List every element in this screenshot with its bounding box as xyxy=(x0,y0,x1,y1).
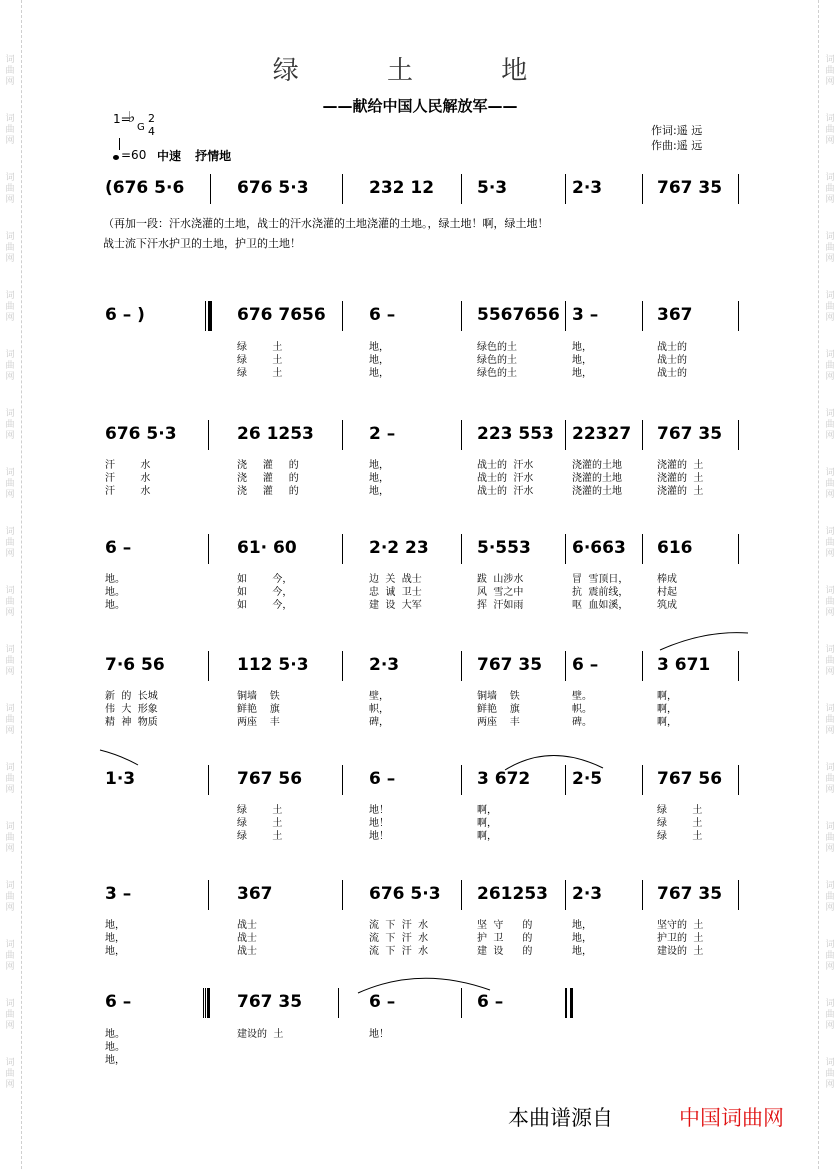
watermark-text: 词 曲 网 xyxy=(825,704,835,736)
barline xyxy=(565,420,566,450)
lyric: 战士 xyxy=(237,933,257,944)
slur xyxy=(100,750,138,765)
barline xyxy=(642,174,643,204)
repeat-barline xyxy=(205,301,206,331)
lyric: 鲜艳 旗 xyxy=(237,704,280,715)
lyric: 战士的 xyxy=(657,355,687,366)
lyric: 建 设 的 xyxy=(477,946,533,957)
lyric: 绿 土 xyxy=(237,818,283,829)
key-signature xyxy=(113,108,155,138)
barline xyxy=(565,534,566,564)
measure: 767 35 xyxy=(657,884,723,904)
lyric: 浇灌的 土 xyxy=(657,460,704,471)
lyric: 绿 土 xyxy=(237,368,283,379)
measure: 767 56 xyxy=(237,769,303,789)
tempo-value: =60 xyxy=(121,148,147,162)
lyric: 建 设 大军 xyxy=(369,600,422,611)
barline xyxy=(565,174,566,204)
measure: 6 – ) xyxy=(105,305,145,325)
lyric: 两座 丰 xyxy=(477,717,520,728)
watermark-text: 词 曲 网 xyxy=(825,173,835,205)
measure: 367 xyxy=(657,305,693,325)
score-row xyxy=(0,988,840,1012)
barline xyxy=(210,174,211,204)
tempo-mark xyxy=(113,148,146,162)
lyric: 呕 血如溪， xyxy=(572,600,629,611)
lyric: 碑。 xyxy=(572,717,592,728)
lyric: 啊， xyxy=(477,818,497,829)
measure: 767 56 xyxy=(657,769,723,789)
lyric: 啊， xyxy=(657,704,677,715)
watermark-left xyxy=(2,55,18,1117)
lyric: 地， xyxy=(572,933,592,944)
lyric: 地， xyxy=(105,933,125,944)
measure: 2·3 xyxy=(572,178,603,198)
score-row xyxy=(0,765,840,789)
lyric: 建设的 土 xyxy=(657,946,704,957)
lyric: 绿 土 xyxy=(657,831,703,842)
lyricist: 作词:遥 远 xyxy=(651,124,703,137)
lyric: 浇灌的土地 xyxy=(572,486,622,497)
barline xyxy=(642,301,643,331)
watermark-text: 词 曲 网 xyxy=(5,645,15,677)
key-label: 1= xyxy=(113,112,131,126)
slur xyxy=(660,633,748,650)
measure: 3 – xyxy=(105,884,132,904)
measure: 767 35 xyxy=(657,424,723,444)
lyric: 忠 诚 卫士 xyxy=(369,587,422,598)
lyric: 风 雪之中 xyxy=(477,587,524,598)
lyric: 啊， xyxy=(657,691,677,702)
lyric: 地。 xyxy=(105,600,125,611)
watermark-text: 词 曲 网 xyxy=(5,409,15,441)
lyric: 护 卫 的 xyxy=(477,933,533,944)
score-row xyxy=(0,301,840,325)
barline xyxy=(208,420,209,450)
measure: 232 12 xyxy=(369,178,435,198)
lyric: 浇灌的 土 xyxy=(657,473,704,484)
barline xyxy=(342,765,343,795)
lyric: 建设的 土 xyxy=(237,1029,284,1040)
lyric: 地！ xyxy=(369,818,389,829)
lyric: 地， xyxy=(105,946,125,957)
barline xyxy=(342,651,343,681)
lyric: 地！ xyxy=(369,805,389,816)
lyric: 地！ xyxy=(369,1029,389,1040)
lyric: 边 关 战士 xyxy=(369,574,422,585)
measure: 61· 60 xyxy=(237,538,297,558)
barline xyxy=(565,765,566,795)
barline xyxy=(461,988,462,1018)
barline xyxy=(738,880,739,910)
measure: 3 – xyxy=(572,305,599,325)
lyric: 地， xyxy=(369,355,389,366)
lyric: 帜。 xyxy=(572,704,592,715)
watermark-text: 词 曲 网 xyxy=(825,1058,835,1090)
lyric: 冒 雪顶日， xyxy=(572,574,629,585)
barline xyxy=(461,534,462,564)
lyric: 筑成 xyxy=(657,600,677,611)
lyric: 地， xyxy=(572,342,592,353)
watermark-text: 词 曲 网 xyxy=(5,232,15,264)
barline xyxy=(208,534,209,564)
time-sig-top: 2 xyxy=(148,112,155,125)
watermark-text: 词 曲 网 xyxy=(5,350,15,382)
measure: 3 672 xyxy=(477,769,531,789)
measure: 676 5·3 xyxy=(237,178,309,198)
barline xyxy=(342,880,343,910)
measure: (676 5·6 xyxy=(105,178,185,198)
barline xyxy=(461,880,462,910)
lyric: 地， xyxy=(105,920,125,931)
barline xyxy=(461,765,462,795)
watermark-text: 词 曲 网 xyxy=(5,704,15,736)
barline xyxy=(205,988,206,1018)
measure: 676 7656 xyxy=(237,305,326,325)
watermark-text: 词 曲 网 xyxy=(825,291,835,323)
footer-source: 本曲谱源自 xyxy=(508,1106,613,1130)
watermark-text: 词 曲 网 xyxy=(5,55,15,87)
watermark-text: 词 曲 网 xyxy=(5,763,15,795)
barline xyxy=(738,651,739,681)
barline xyxy=(738,765,739,795)
barline xyxy=(208,765,209,795)
lyric: 绿色的土 xyxy=(477,342,517,353)
expression-terms: 中速 抒情地 xyxy=(157,149,232,163)
lyric: 两座 丰 xyxy=(237,717,280,728)
measure: 6 – xyxy=(105,992,132,1012)
song-subtitle: ——献给中国人民解放军—— xyxy=(322,97,518,115)
watermark-text: 词 曲 网 xyxy=(5,999,15,1031)
lyric: 地。 xyxy=(105,1029,125,1040)
repeat-barline xyxy=(566,988,567,1018)
lyric: 坚 守 的 xyxy=(477,920,533,931)
measure: 2·3 xyxy=(572,884,603,904)
lyric: 啊， xyxy=(477,805,497,816)
lyric: 坚守的 土 xyxy=(657,920,704,931)
watermark-text: 词 曲 网 xyxy=(5,940,15,972)
lyric: 护卫的 土 xyxy=(657,933,704,944)
barline xyxy=(565,651,566,681)
lyric: 壁。 xyxy=(572,691,592,702)
barline xyxy=(342,301,343,331)
barline xyxy=(738,174,739,204)
performance-note xyxy=(103,214,549,254)
barline xyxy=(461,420,462,450)
watermark-text: 词 曲 网 xyxy=(5,586,15,618)
measure: 112 5·3 xyxy=(237,655,309,675)
footer-site-link[interactable]: 中国词曲网 xyxy=(679,1106,784,1130)
lyric: 啊， xyxy=(657,717,677,728)
repeat-barline xyxy=(570,988,573,1018)
lyric: 挥 汗如雨 xyxy=(477,600,524,611)
measure: 2·3 xyxy=(369,655,400,675)
lyric: 流 下 汗 水 xyxy=(369,946,429,957)
score-row xyxy=(0,880,840,904)
lyric: 浇灌的土地 xyxy=(572,473,622,484)
score-row xyxy=(0,651,840,675)
watermark-text: 词 曲 网 xyxy=(825,763,835,795)
lyric: 流 下 汗 水 xyxy=(369,920,429,931)
lyric: 地， xyxy=(369,342,389,353)
score-row xyxy=(0,174,840,198)
lyric: 绿色的土 xyxy=(477,355,517,366)
lyric: 绿 土 xyxy=(657,805,703,816)
lyric: 碑， xyxy=(369,717,389,728)
measure: 6 – xyxy=(105,538,132,558)
repeat-barline xyxy=(203,988,204,1018)
measure: 223 553 xyxy=(477,424,554,444)
lyric: 鲜艳 旗 xyxy=(477,704,520,715)
watermark-text: 词 曲 网 xyxy=(5,527,15,559)
barline xyxy=(565,880,566,910)
quarter-note-icon xyxy=(113,155,119,160)
watermark-text: 词 曲 网 xyxy=(5,173,15,205)
barline xyxy=(461,301,462,331)
measure: 5·3 xyxy=(477,178,508,198)
watermark-right xyxy=(822,55,838,1117)
barline xyxy=(342,420,343,450)
lyric: 地， xyxy=(572,946,592,957)
watermark-text: 词 曲 网 xyxy=(5,881,15,913)
measure: 676 5·3 xyxy=(369,884,441,904)
lyric: 战士 xyxy=(237,920,257,931)
lyric: 村起 xyxy=(657,587,677,598)
score-row xyxy=(0,534,840,558)
watermark-text: 词 曲 网 xyxy=(5,291,15,323)
time-sig-bottom: 4 xyxy=(148,125,155,138)
measure: 26 1253 xyxy=(237,424,314,444)
lyric: 啊， xyxy=(477,831,497,842)
barline xyxy=(642,420,643,450)
lyric: 帜， xyxy=(369,704,389,715)
watermark-text: 词 曲 网 xyxy=(825,350,835,382)
barline xyxy=(738,301,739,331)
lyric: 战士的 汗水 xyxy=(477,460,534,471)
lyric: 地， xyxy=(572,368,592,379)
watermark-text: 词 曲 网 xyxy=(825,527,835,559)
lyric: 地， xyxy=(572,355,592,366)
lyric: 如 今， xyxy=(237,587,293,598)
barline xyxy=(642,534,643,564)
barline xyxy=(738,534,739,564)
lyric: 绿 土 xyxy=(657,818,703,829)
barline xyxy=(738,420,739,450)
barline xyxy=(642,765,643,795)
lyric: 浇 灌 的 xyxy=(237,473,299,484)
score-row xyxy=(0,420,840,444)
lyric: 绿 土 xyxy=(237,831,283,842)
lyric: 地， xyxy=(369,486,389,497)
lyric: 地。 xyxy=(105,1042,125,1053)
watermark-text: 词 曲 网 xyxy=(825,999,835,1031)
lyric: 汗 水 xyxy=(105,460,151,471)
watermark-text: 词 曲 网 xyxy=(5,1058,15,1090)
watermark-text: 词 曲 网 xyxy=(825,114,835,146)
lyric: 如 今， xyxy=(237,600,293,611)
lyric: 地。 xyxy=(105,587,125,598)
lyric: 新 的 长城 xyxy=(105,691,158,702)
lyric: 铜墙 铁 xyxy=(237,691,280,702)
watermark-text: 词 曲 网 xyxy=(5,114,15,146)
lyric: 战士的 xyxy=(657,342,687,353)
measure: 6 – xyxy=(477,992,504,1012)
watermark-text: 词 曲 网 xyxy=(825,940,835,972)
measure: 5·553 xyxy=(477,538,531,558)
lyric: 绿 土 xyxy=(237,342,283,353)
lyric: 抗 震前线， xyxy=(572,587,629,598)
lyric: 流 下 汗 水 xyxy=(369,933,429,944)
measure: 5567656 xyxy=(477,305,560,325)
lyric: 浇 灌 的 xyxy=(237,460,299,471)
measure: 767 35 xyxy=(477,655,543,675)
watermark-text: 词 曲 网 xyxy=(825,468,835,500)
barline xyxy=(642,880,643,910)
watermark-text: 词 曲 网 xyxy=(825,232,835,264)
lyric: 绿 土 xyxy=(237,805,283,816)
time-signature xyxy=(148,112,155,138)
watermark-text: 词 曲 网 xyxy=(5,822,15,854)
measure: 676 5·3 xyxy=(105,424,177,444)
measure: 6 – xyxy=(369,992,396,1012)
measure: 6 – xyxy=(369,769,396,789)
note-stem xyxy=(119,138,120,150)
lyric: 汗 水 xyxy=(105,486,151,497)
lyric: 如 今， xyxy=(237,574,293,585)
composer: 作曲:遥 远 xyxy=(651,139,703,152)
lyric: 棒成 xyxy=(657,574,677,585)
watermark-text: 词 曲 网 xyxy=(5,468,15,500)
measure: 367 xyxy=(237,884,273,904)
watermark-text: 词 曲 网 xyxy=(825,586,835,618)
watermark-text: 词 曲 网 xyxy=(825,55,835,87)
measure: 6 – xyxy=(572,655,599,675)
lyric: 地， xyxy=(369,368,389,379)
note-line-2: 战士流下汗水护卫的土地，护卫的土地！ xyxy=(103,237,301,250)
barline xyxy=(208,880,209,910)
lyric: 地， xyxy=(572,920,592,931)
watermark-text: 词 曲 网 xyxy=(825,881,835,913)
key-letter: G xyxy=(137,122,145,133)
measure: 22327 xyxy=(572,424,632,444)
measure: 2 – xyxy=(369,424,396,444)
measure: 6·663 xyxy=(572,538,626,558)
lyric: 伟 大 形象 xyxy=(105,704,158,715)
watermark-text: 词 曲 网 xyxy=(825,409,835,441)
measure: 2·5 xyxy=(572,769,603,789)
measure: 767 35 xyxy=(237,992,303,1012)
barline xyxy=(338,988,339,1018)
barline xyxy=(461,651,462,681)
lyric: 浇 灌 的 xyxy=(237,486,299,497)
lyric: 战士的 汗水 xyxy=(477,473,534,484)
song-title: 绿 土 地 xyxy=(272,56,568,86)
lyric: 壁， xyxy=(369,691,389,702)
repeat-barline xyxy=(207,988,210,1018)
lyric: 精 神 物质 xyxy=(105,717,158,728)
measure: 2·2 23 xyxy=(369,538,429,558)
barline xyxy=(342,534,343,564)
lyric: 绿色的土 xyxy=(477,368,517,379)
barline xyxy=(565,301,566,331)
lyric: 地， xyxy=(369,460,389,471)
repeat-barline xyxy=(209,301,212,331)
lyric: 汗 水 xyxy=(105,473,151,484)
flat-symbol: ♭ xyxy=(128,108,136,126)
note-line-1: （再加一段：汗水浇灌的土地，战士的汗水浇灌的土地浇灌的土地。，绿土地！啊，绿土地！ xyxy=(103,217,549,230)
lyric: 绿 土 xyxy=(237,355,283,366)
lyric: 战士 xyxy=(237,946,257,957)
measure: 261253 xyxy=(477,884,548,904)
lyric: 地， xyxy=(369,473,389,484)
measure: 7·6 56 xyxy=(105,655,165,675)
measure: 6 – xyxy=(369,305,396,325)
lyric: 跋 山涉水 xyxy=(477,574,524,585)
measure: 1·3 xyxy=(105,769,136,789)
lyric: 战士的 xyxy=(657,368,687,379)
lyric: 地， xyxy=(105,1055,125,1066)
lyric: 地！ xyxy=(369,831,389,842)
barline xyxy=(642,651,643,681)
barline xyxy=(208,651,209,681)
barline xyxy=(342,174,343,204)
lyric: 浇灌的土地 xyxy=(572,460,622,471)
watermark-text: 词 曲 网 xyxy=(825,822,835,854)
barline xyxy=(461,174,462,204)
lyric: 地。 xyxy=(105,574,125,585)
credits xyxy=(651,123,702,153)
measure: 616 xyxy=(657,538,693,558)
lyric: 战士的 汗水 xyxy=(477,486,534,497)
measure: 3 671 xyxy=(657,655,711,675)
measure: 767 35 xyxy=(657,178,723,198)
lyric: 浇灌的 土 xyxy=(657,486,704,497)
watermark-text: 词 曲 网 xyxy=(825,645,835,677)
lyric: 铜墙 铁 xyxy=(477,691,520,702)
